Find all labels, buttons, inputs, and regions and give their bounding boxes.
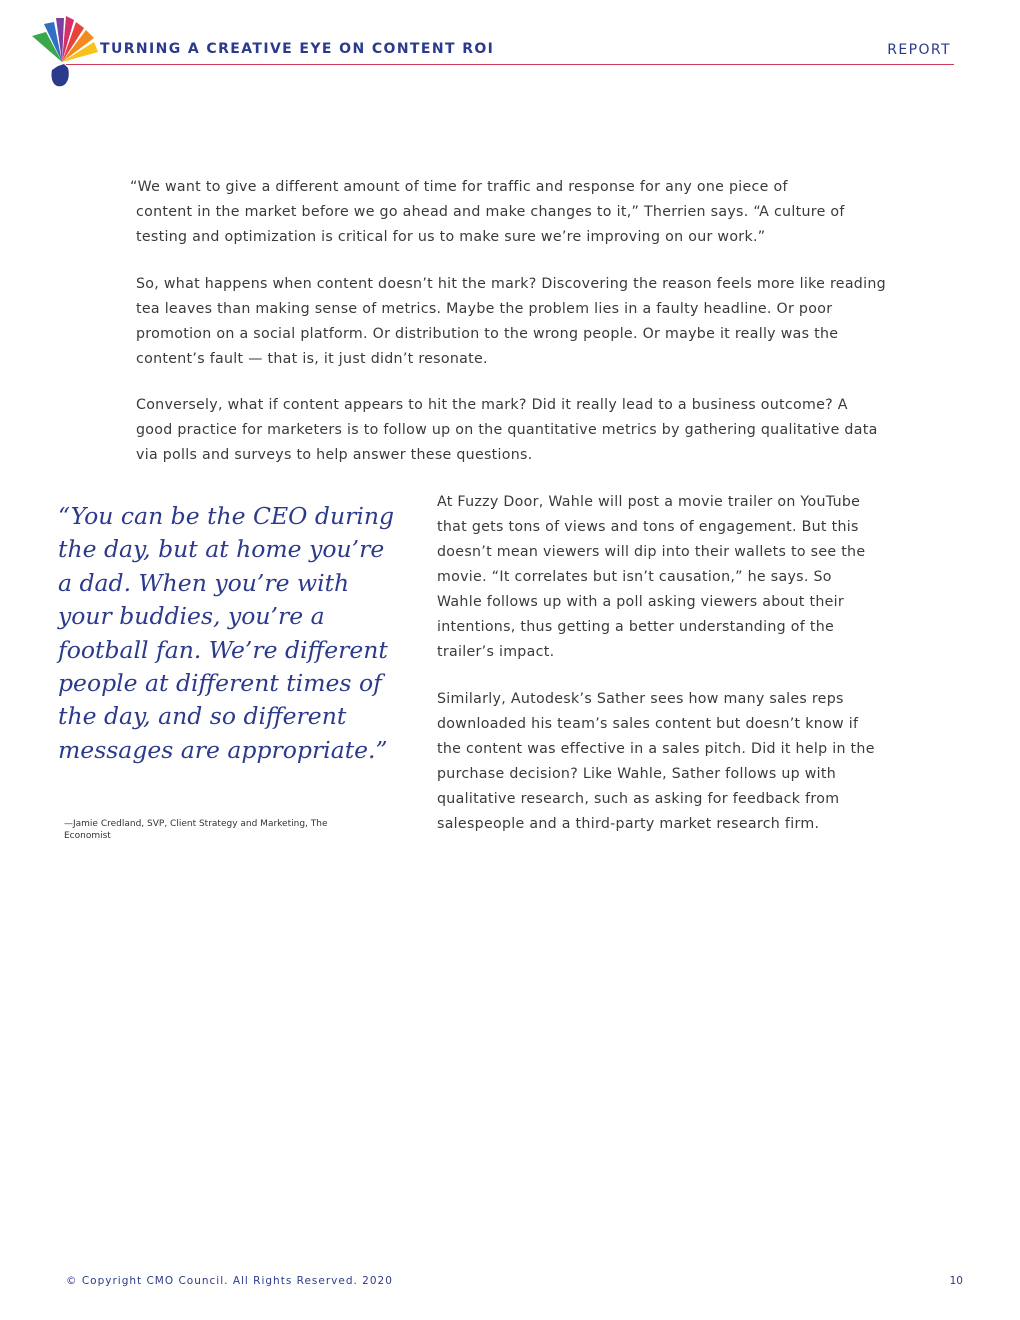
report-title: TURNING A CREATIVE EYE ON CONTENT ROI — [100, 41, 495, 57]
paragraph-first-line: “We want to give a different amount of time for traffic and response for any one piece of — [130, 179, 788, 195]
paragraph-therrien-quote — [130, 175, 890, 250]
page-number: 10 — [949, 1275, 963, 1287]
report-label: REPORT — [887, 42, 951, 58]
paragraph-missed-mark: So, what happens when content doesn’t hit the mark? Discovering the reason feels more like reading tea leaves than making sense of metrics. Maybe the problem lies in a faulty headline. Or poor promotion on a social platform. Or distribution to the wrong people. Or maybe it really was the content’s fault — that is, it just didn’t resonate. — [136, 276, 886, 367]
paragraph-fuzzy-door: At Fuzzy Door, Wahle will post a movie trailer on YouTube that gets tons of views and tons of engagement. But this doesn’t mean viewers will dip into their wallets to see the movie. “It correlates but isn’t causation,” he says. So Wahle follows up with a poll asking viewers about their intentions, thus getting a better understanding of the trailer’s impact. — [437, 494, 866, 660]
pull-quote-attribution: —Jamie Credland, SVP, Client Strategy and Marketing, The Economist — [64, 819, 328, 841]
paragraph-autodesk: Similarly, Autodesk’s Sather sees how many sales reps downloaded his team’s sales content but doesn’t know if the content was effective in a sales pitch. Did it help in the purchase decision? Like Wahle, Sather follows up with qualitative research, such as asking for feedback from salespeople and a third-party market research firm. — [437, 691, 875, 832]
paragraph-hit-mark: Conversely, what if content appears to hit the mark? Did it really lead to a business outcome? A good practice for marketers is to follow up on the quantitative metrics by gathering qualitative data via polls and surveys to help answer these questions. — [136, 397, 878, 463]
fan-hand-logo-icon — [28, 14, 102, 90]
footer-copyright: © Copyright CMO Council. All Rights Reserved. 2020 — [66, 1275, 393, 1287]
paragraph-continuation: content in the market before we go ahead and make changes to it,” Therrien says. “A culture of testing and optimization is critical for us to make sure we’re improving on our work.” — [136, 204, 845, 245]
header-divider — [66, 64, 954, 65]
pull-quote: “You can be the CEO during the day, but at home you’re a dad. When you’re with your buddies, you’re a football fan. We’re different people at different times of the day, and so different messages are appropriate.” — [58, 502, 395, 764]
